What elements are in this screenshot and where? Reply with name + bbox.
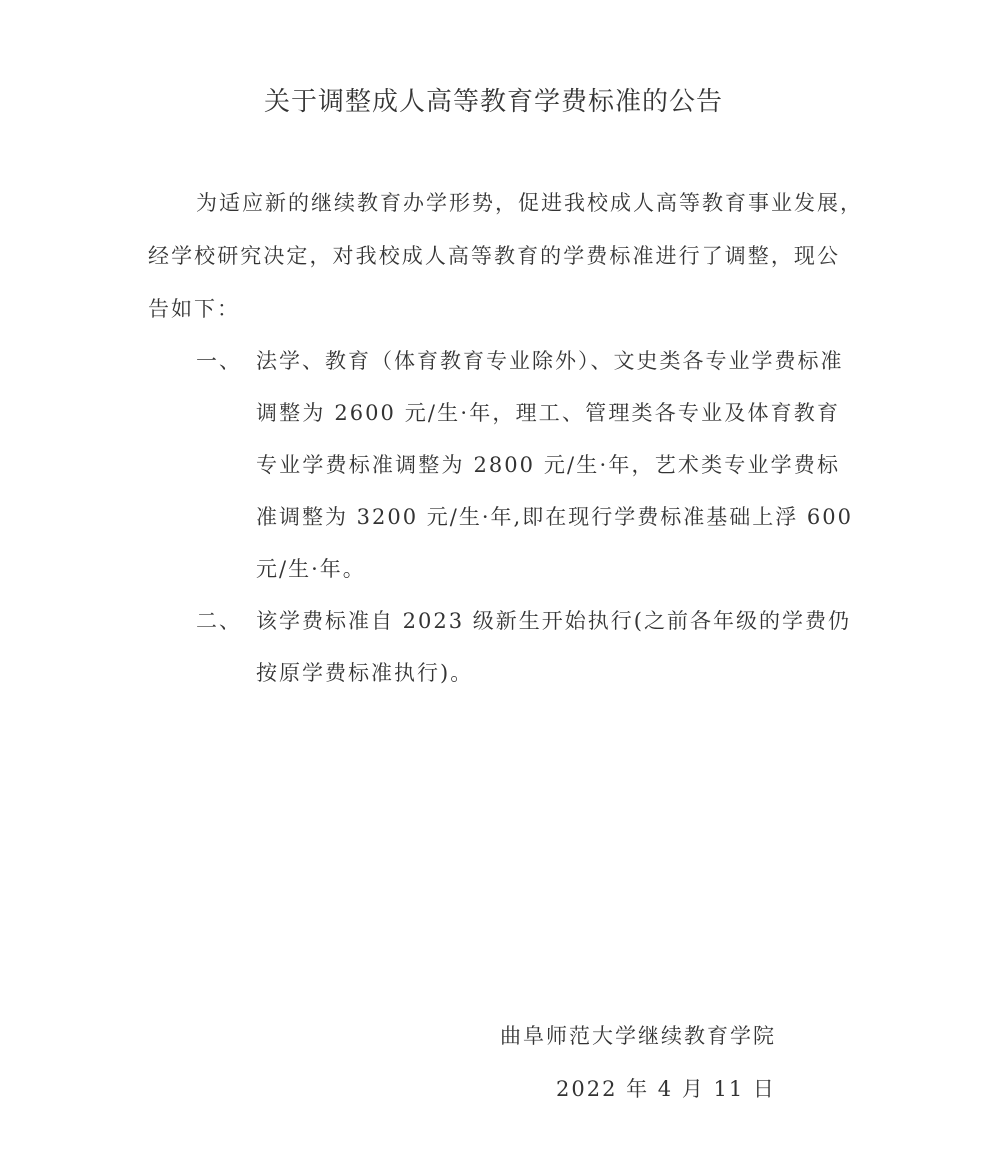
item-2-line-2: 按原学费标准执行)。	[256, 661, 474, 685]
item-1-line-3: 专业学费标准调整为 2800 元/生·年，艺术类专业学费标	[256, 453, 840, 477]
intro-line-3: 告如下：	[148, 297, 240, 321]
item-1-line-4: 准调整为 3200 元/生·年,即在现行学费标准基础上浮 600	[256, 505, 853, 529]
item-1-line-1: 法学、教育（体育教育专业除外）、文史类各专业学费标准	[256, 349, 844, 373]
item-1-line-5: 元/生·年。	[256, 557, 366, 581]
item-2-marker: 二、	[196, 609, 242, 633]
intro-line-1: 为适应新的继续教育办学形势，促进我校成人高等教育事业发展，	[196, 191, 863, 215]
item-2-line-1: 该学费标准自 2023 级新生开始执行(之前各年级的学费仍	[256, 609, 851, 633]
item-1-marker: 一、	[196, 349, 242, 373]
signature-date: 2022 年 4 月 11 日	[556, 1077, 776, 1101]
announcement-title: 关于调整成人高等教育学费标准的公告	[263, 87, 723, 117]
intro-line-2: 经学校研究决定，对我校成人高等教育的学费标准进行了调整，现公	[148, 244, 840, 268]
item-1-line-2: 调整为 2600 元/生·年，理工、管理类各专业及体育教育	[256, 401, 840, 425]
signature-organization: 曲阜师范大学继续教育学院	[500, 1024, 776, 1048]
